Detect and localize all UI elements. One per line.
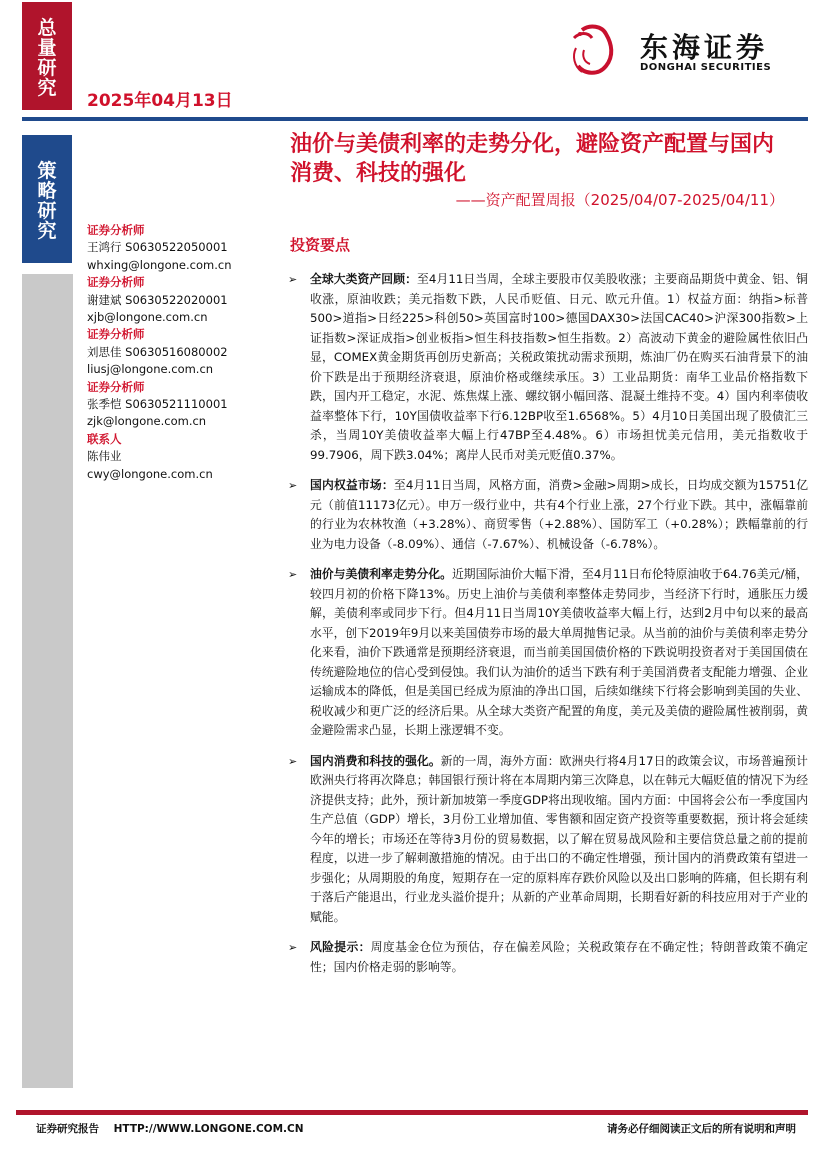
key-point-body: 近期国际油价大幅下滑，至4月11日布伦特原油收于64.76美元/桶，较四月初的价格下降13%。历史上油价与美债利率整体走势同步，当经济下行时，通胀压力缓解，美债利率或同步下行。但4月11日当周10Y美债收益率大幅上行，达到2月中旬以来的最高水平，创下2019年9月以来美国债券市场的最大单周抛售记录。从当前的油价与美债利率走势分化来看，油价下跌通常是预期经济衰退，而当前美国国债价格的下跌说明投资者对于美国国债在传统避险地位的信心受到侵蚀。我们认为油价的适当下跌有利于美国消费者支配能力增强、企业运输成本的降低，但是美国已经成为原油的净出口国，后续如继续下行将会影响到美国的失业、税收减少和更广泛的经济后果。从全球大类资产配置的角度，美元及美债的避险属性被削弱，黄金避险需求凸显，长期上涨逻辑不变。 bbox=[310, 567, 808, 737]
key-point bbox=[286, 565, 808, 741]
dragon-logo-icon bbox=[568, 22, 628, 80]
key-point-heading: 全球大类资产回顾： bbox=[310, 272, 417, 286]
header-divider bbox=[22, 117, 808, 121]
analyst-role: 证券分析师 bbox=[87, 275, 145, 290]
analyst-entry bbox=[87, 379, 232, 431]
category-label: 策略研究 bbox=[37, 160, 57, 242]
key-point-heading: 风险提示： bbox=[310, 940, 371, 954]
contact-email[interactable]: cwy@longone.com.cn bbox=[87, 466, 213, 481]
report-subtitle: ——资产配置周报（2025/04/07-2025/04/11） bbox=[455, 191, 784, 209]
analyst-role: 证券分析师 bbox=[87, 223, 145, 237]
footer-divider bbox=[16, 1110, 808, 1115]
arrow-bullet-icon: ➢ bbox=[288, 568, 298, 581]
analyst-role: 证券分析师 bbox=[87, 327, 145, 342]
arrow-bullet-icon: ➢ bbox=[288, 273, 298, 286]
arrow-bullet-icon: ➢ bbox=[288, 479, 298, 492]
contact-name: 陈伟业 bbox=[87, 449, 122, 464]
key-points-list bbox=[286, 270, 808, 988]
category-badge-strategy bbox=[22, 135, 72, 263]
analyst-email[interactable]: xjb@longone.com.cn bbox=[87, 310, 208, 325]
logo-text-cn: 东海证券 bbox=[640, 31, 769, 64]
category-label: 总量研究 bbox=[37, 17, 57, 99]
report-date: 2025年04月13日 bbox=[87, 91, 233, 111]
analyst-name: 谢建斌 S0630522020001 bbox=[87, 292, 228, 307]
analyst-role: 证券分析师 bbox=[87, 379, 145, 394]
analyst-name: 王鸿行 S0630522050001 bbox=[87, 240, 228, 255]
analyst-name: 张季恺 S0630521110001 bbox=[87, 397, 228, 412]
key-point bbox=[286, 270, 808, 465]
key-point-body: 至4月11日当周，风格方面，消费>金融>周期>成长，日均成交额为15751亿元（前值11173亿元）。申万一级行业中，共有4个行业上涨，27个行业下跌。其中，涨幅靠前的行业为农林牧渔（+3.28%）、商贸零售（+2.88%）、国防军工（+0.28%）；跌幅靠前的行业为电力设备（-8.09%）、通信（-7.67%）、机械设备（-6.78%）。 bbox=[310, 478, 808, 551]
analyst-email[interactable]: zjk@longone.com.cn bbox=[87, 414, 207, 429]
arrow-bullet-icon: ➢ bbox=[288, 941, 298, 954]
sidebar-decoration bbox=[22, 274, 73, 1088]
key-point bbox=[286, 476, 808, 554]
key-point bbox=[286, 752, 808, 928]
analyst-email[interactable]: whxing@longone.com.cn bbox=[87, 257, 232, 272]
analyst-entry bbox=[87, 222, 232, 274]
key-point-body: 周度基金仓位为预估，存在偏差风险；关税政策存在不确定性；特朗普政策不确定性；国内价格走弱的影响等。 bbox=[310, 940, 808, 974]
logo-text-en: DONGHAI SECURITIES bbox=[640, 62, 772, 73]
report-title: 油价与美债利率的走势分化，避险资产配置与国内消费、科技的强化 bbox=[290, 132, 775, 186]
footer-disclaimer: 请务必仔细阅读正文后的所有说明和声明 bbox=[607, 1123, 796, 1135]
key-point-body: 至4月11日当周，全球主要股市仅美股收涨；主要商品期货中黄金、铝、铜收涨，原油收跌；美元指数下跌，人民币贬值、日元、欧元升值。1）权益方面：纳指>标普500>道指>日经225>科创50>英国富时100>德国DAX30>法国CAC40>沪深300指数>上证指数>深证成指>创业板指>恒生科技指数>恒生指数。2）高波动下黄金的避险属性依旧凸显，COMEX黄金期货再创历史新高；关税政策扰动需求预期，炼油厂仍在购买石油背景下的油价下跌是出于预期经济衰退，原油价格或继续承压。3）工业品期货：南华工业品价格指数下跌，国内开工稳定，水泥、炼焦煤上涨、螺纹钢小幅回落、混凝土维持不变。4）国内利率债收益率整体下行，10Y国债收益率下行6.12BP收至1.6568%。5）4月10日美国出现了股债汇三杀，当周10Y美债收益率大幅上行47BP至4.48%。6）市场担忧美元信用，美元指数收于99.7906，周下跌3.04%；离岸人民币对美元贬值0.37%。 bbox=[310, 272, 808, 462]
key-point-heading: 国内权益市场： bbox=[310, 478, 394, 492]
analyst-entry bbox=[87, 274, 232, 326]
contact-entry bbox=[87, 431, 232, 483]
key-point-body: 新的一周，海外方面：欧洲央行将4月17日的政策会议，市场普遍预计欧洲央行将再次降息；韩国银行预计将在本周期内第三次降息，以在韩元大幅贬值的情况下为经济提供支持；此外，预计新加坡第一季度GDP将出现收缩。国内方面：中国将会公布一季度国内生产总值（GDP）增长，3月份工业增加值、零售额和固定资产投资等重要数据，预计将会延续今年的增长；市场还在等待3月份的贸易数据，以了解在贸易战风险和主要信贷总量之前的提前程度，以进一步了解刺激措施的情况。由于出口的不确定性增强，预计国内的消费政策有望进一步强化；从周期股的角度，短期存在一定的原料库存跌价风险以及出口影响的阵痛，但长期有利于落后产能退出，行业龙头溢价提升；从新的产业革命周期，长期看好新的科技应用对于产业的赋能。 bbox=[310, 753, 808, 924]
contact-role: 联系人 bbox=[87, 431, 122, 446]
company-logo bbox=[568, 22, 798, 78]
analyst-email[interactable]: liusj@longone.com.cn bbox=[87, 362, 214, 377]
section-heading: 投资要点 bbox=[290, 236, 351, 254]
key-point bbox=[286, 938, 808, 977]
analyst-list bbox=[87, 222, 232, 483]
analyst-entry bbox=[87, 326, 232, 378]
arrow-bullet-icon: ➢ bbox=[288, 754, 298, 768]
key-point-heading: 油价与美债利率走势分化。 bbox=[310, 567, 452, 581]
analyst-name: 刘思佳 S0630516080002 bbox=[87, 344, 228, 359]
key-point-heading: 国内消费和科技的强化。 bbox=[310, 753, 441, 768]
category-badge-macro bbox=[22, 2, 72, 110]
footer-left-text: 证券研究报告 HTTP://WWW.LONGONE.COM.CN bbox=[36, 1123, 304, 1135]
